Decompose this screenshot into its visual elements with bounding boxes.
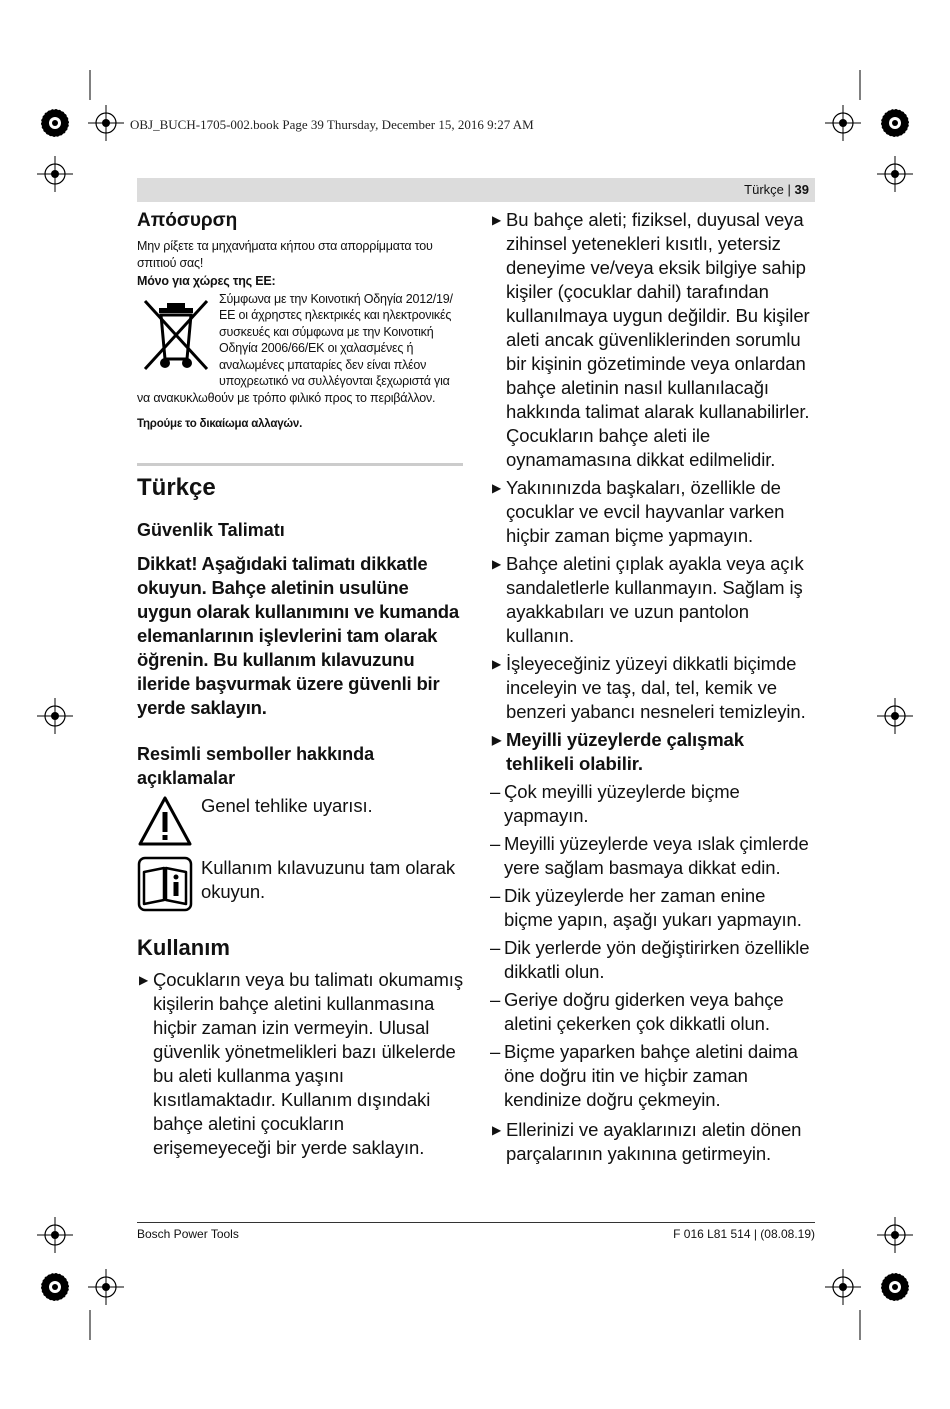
page-header <box>744 178 815 202</box>
read-manual-icon <box>137 856 193 912</box>
dash-item <box>490 832 815 880</box>
dash-marker: – <box>490 1041 501 1062</box>
list-item-text: Ellerinizi ve ayaklarınızı aletin dönen parçalarının yakınına getirmeyin. <box>506 1119 802 1164</box>
dash-item-text: Meyilli yüzeylerde veya ıslak çimlerde yere sağlam basmaya dikkat edin. <box>504 833 809 878</box>
dash-item-text: Çok meyilli yüzeylerde biçme yapmayın. <box>504 781 740 826</box>
dash-item-text: Geriye doğru giderken veya bahçe aletini çekerken çok dikkatli olun. <box>504 989 784 1034</box>
header-section: Türkçe <box>744 182 784 197</box>
symbol-manual-label: Kullanım kılavuzunu tam olarak okuyun. <box>201 856 456 902</box>
page-header-bar <box>137 178 815 202</box>
bullet-arrow-icon: ▶ <box>492 481 502 495</box>
dash-item <box>490 988 815 1036</box>
usage-bullet-text: Çocukların veya bu talimatı okumamış kişilerin bahçe aletini kullanmasına hiçbir zaman izin vermeyin. Ulusal güvenlik yönetmelikleri bazı ülkelerde bu aleti kullanma yaşını kısıtlamaktadır. Kullanım dışındaki bahçe aletini çocukların erişemeyeceği bir yerde saklayın. <box>153 968 463 1158</box>
bullet-arrow-icon: ▶ <box>492 733 502 747</box>
list-item <box>490 728 815 776</box>
dash-marker: – <box>490 885 501 906</box>
list-item <box>490 476 815 548</box>
list-item-text: Bu bahçe aleti; fiziksel, duyusal veya zihinsel yetenekleri kısıtlı, yetersiz deneyime ve/veya eksik bilgiye sahip kişiler (çocuklar dahil) tarafından kullanılmaya uygun değildir. Bu kişiler aleti ancak güvenliklerinden sorumlu bir kişinin gözetiminde veya onlardan bahçe aletinin nasıl kullanılacağı hakkında talimat alarak kullanabilirler. <box>506 209 810 422</box>
symbol-row-warning <box>137 794 463 850</box>
page-number: 39 <box>794 182 809 197</box>
usage-bullet-1 <box>137 968 463 1160</box>
bullet-arrow-icon: ▶ <box>492 557 502 571</box>
bullet-arrow-icon: ▶ <box>492 213 502 227</box>
greek-disposal-text: Μην ρίξετε τα μηχανήματα κήπου στα απορρίμματα του σπιτιού σας! <box>137 239 433 270</box>
footer-brand: Bosch Power Tools <box>137 1227 239 1241</box>
list-item-continuation: Çocukların bahçe aleti ile oynamamasına dikkat edilmelidir. <box>506 425 776 470</box>
list-item <box>490 1118 815 1166</box>
left-column <box>137 208 463 1160</box>
dash-item-text: Dik yerlerde yön değiştirirken özellikle dikkatli olun. <box>504 937 810 982</box>
bullet-arrow-icon: ▶ <box>492 1123 502 1137</box>
dash-item <box>490 884 815 932</box>
greek-rights-note: Τηρούμε το δικαίωμα αλλαγών. <box>137 418 303 430</box>
dash-item <box>490 780 815 828</box>
dash-marker: – <box>490 937 501 958</box>
safety-title: Güvenlik Talimatı <box>137 519 285 540</box>
warning-triangle-icon <box>137 794 193 850</box>
footer-doc-number: F 016 L81 514 | (08.08.19) <box>673 1227 815 1241</box>
list-item-text: Yakınınızda başkaları, özellikle de çocuklar ve evcil hayvanlar varken hiçbir zaman biçme yapmayın. <box>506 477 785 546</box>
dash-marker: – <box>490 781 501 802</box>
list-item-text: Meyilli yüzeylerde çalışmak tehlikeli olabilir. <box>506 729 744 774</box>
dash-marker: – <box>490 833 501 854</box>
greek-eu-label: Μόνο για χώρες της ΕΕ: <box>137 274 276 288</box>
symbols-title: Resimli semboller hakkında açıklamalar <box>137 743 375 788</box>
safety-warning: Dikkat! Aşağıdaki talimatı dikkatle okuyun. Bahçe aletinin usulüne uygun olarak kullanımını ve kumanda elemanlarının işlevlerini tam olarak öğrenin. Bu kullanım kılavuzunu ileride başvurmak üzere güvenli bir yerde saklayın. <box>137 552 459 718</box>
greek-weee-block <box>137 291 463 407</box>
footer-rule <box>137 1222 815 1223</box>
turkish-section-title: Türkçe <box>137 473 216 501</box>
bullet-arrow-icon: ▶ <box>139 972 149 987</box>
greek-weee-text: Σύμφωνα με την Κοινοτική Οδηγία 2012/19/ΕΕ οι άχρηστες ηλεκτρικές και ηλεκτρονικές συσκευές και σύμφωνα με την Κοινοτική Οδηγία 2006/66/ΕΚ οι χαλασμένες ή αναλωμένες μπαταρίες δεν είναι πλέον υποχρεωτικό να συλλέγονται ξεχωριστά για να ανακυκλωθούν με τρόπο φιλικό προς το περιβάλλον. <box>137 291 453 405</box>
list-item-text: Bahçe aletini çıplak ayakla veya açık sandaletlerle kullanmayın. Sağlam iş ayakkabıları ve uzun pantolon kullanın. <box>506 553 804 646</box>
symbol-warning-label: Genel tehlike uyarısı. <box>201 794 373 816</box>
section-divider <box>137 463 463 466</box>
crossed-out-bin-icon <box>139 295 213 375</box>
dash-item <box>490 1040 815 1112</box>
list-item <box>490 552 815 648</box>
greek-disposal-title: Απόσυρση <box>137 210 238 231</box>
right-column <box>490 208 815 1166</box>
bullet-arrow-icon: ▶ <box>492 657 502 671</box>
dash-marker: – <box>490 989 501 1010</box>
list-item-text: İşleyeceğiniz yüzeyi dikkatli biçimde inceleyin ve taş, dal, tel, kemik ve benzeri yabancı nesneleri temizleyin. <box>506 653 806 722</box>
dash-item-text: Dik yüzeylerde her zaman enine biçme yapın, aşağı yukarı yapmayın. <box>504 885 802 930</box>
header-divider: | <box>787 182 795 197</box>
print-header: OBJ_BUCH-1705-002.book Page 39 Thursday, December 15, 2016 9:27 AM <box>130 117 534 132</box>
list-item <box>490 208 815 424</box>
usage-title: Kullanım <box>137 934 230 960</box>
dash-item <box>490 936 815 984</box>
list-item <box>490 652 815 724</box>
symbol-row-manual <box>137 856 463 912</box>
dash-item-text: Biçme yaparken bahçe aletini daima öne doğru itin ve hiçbir zaman kendinize doğru çekmeyin. <box>504 1041 798 1110</box>
